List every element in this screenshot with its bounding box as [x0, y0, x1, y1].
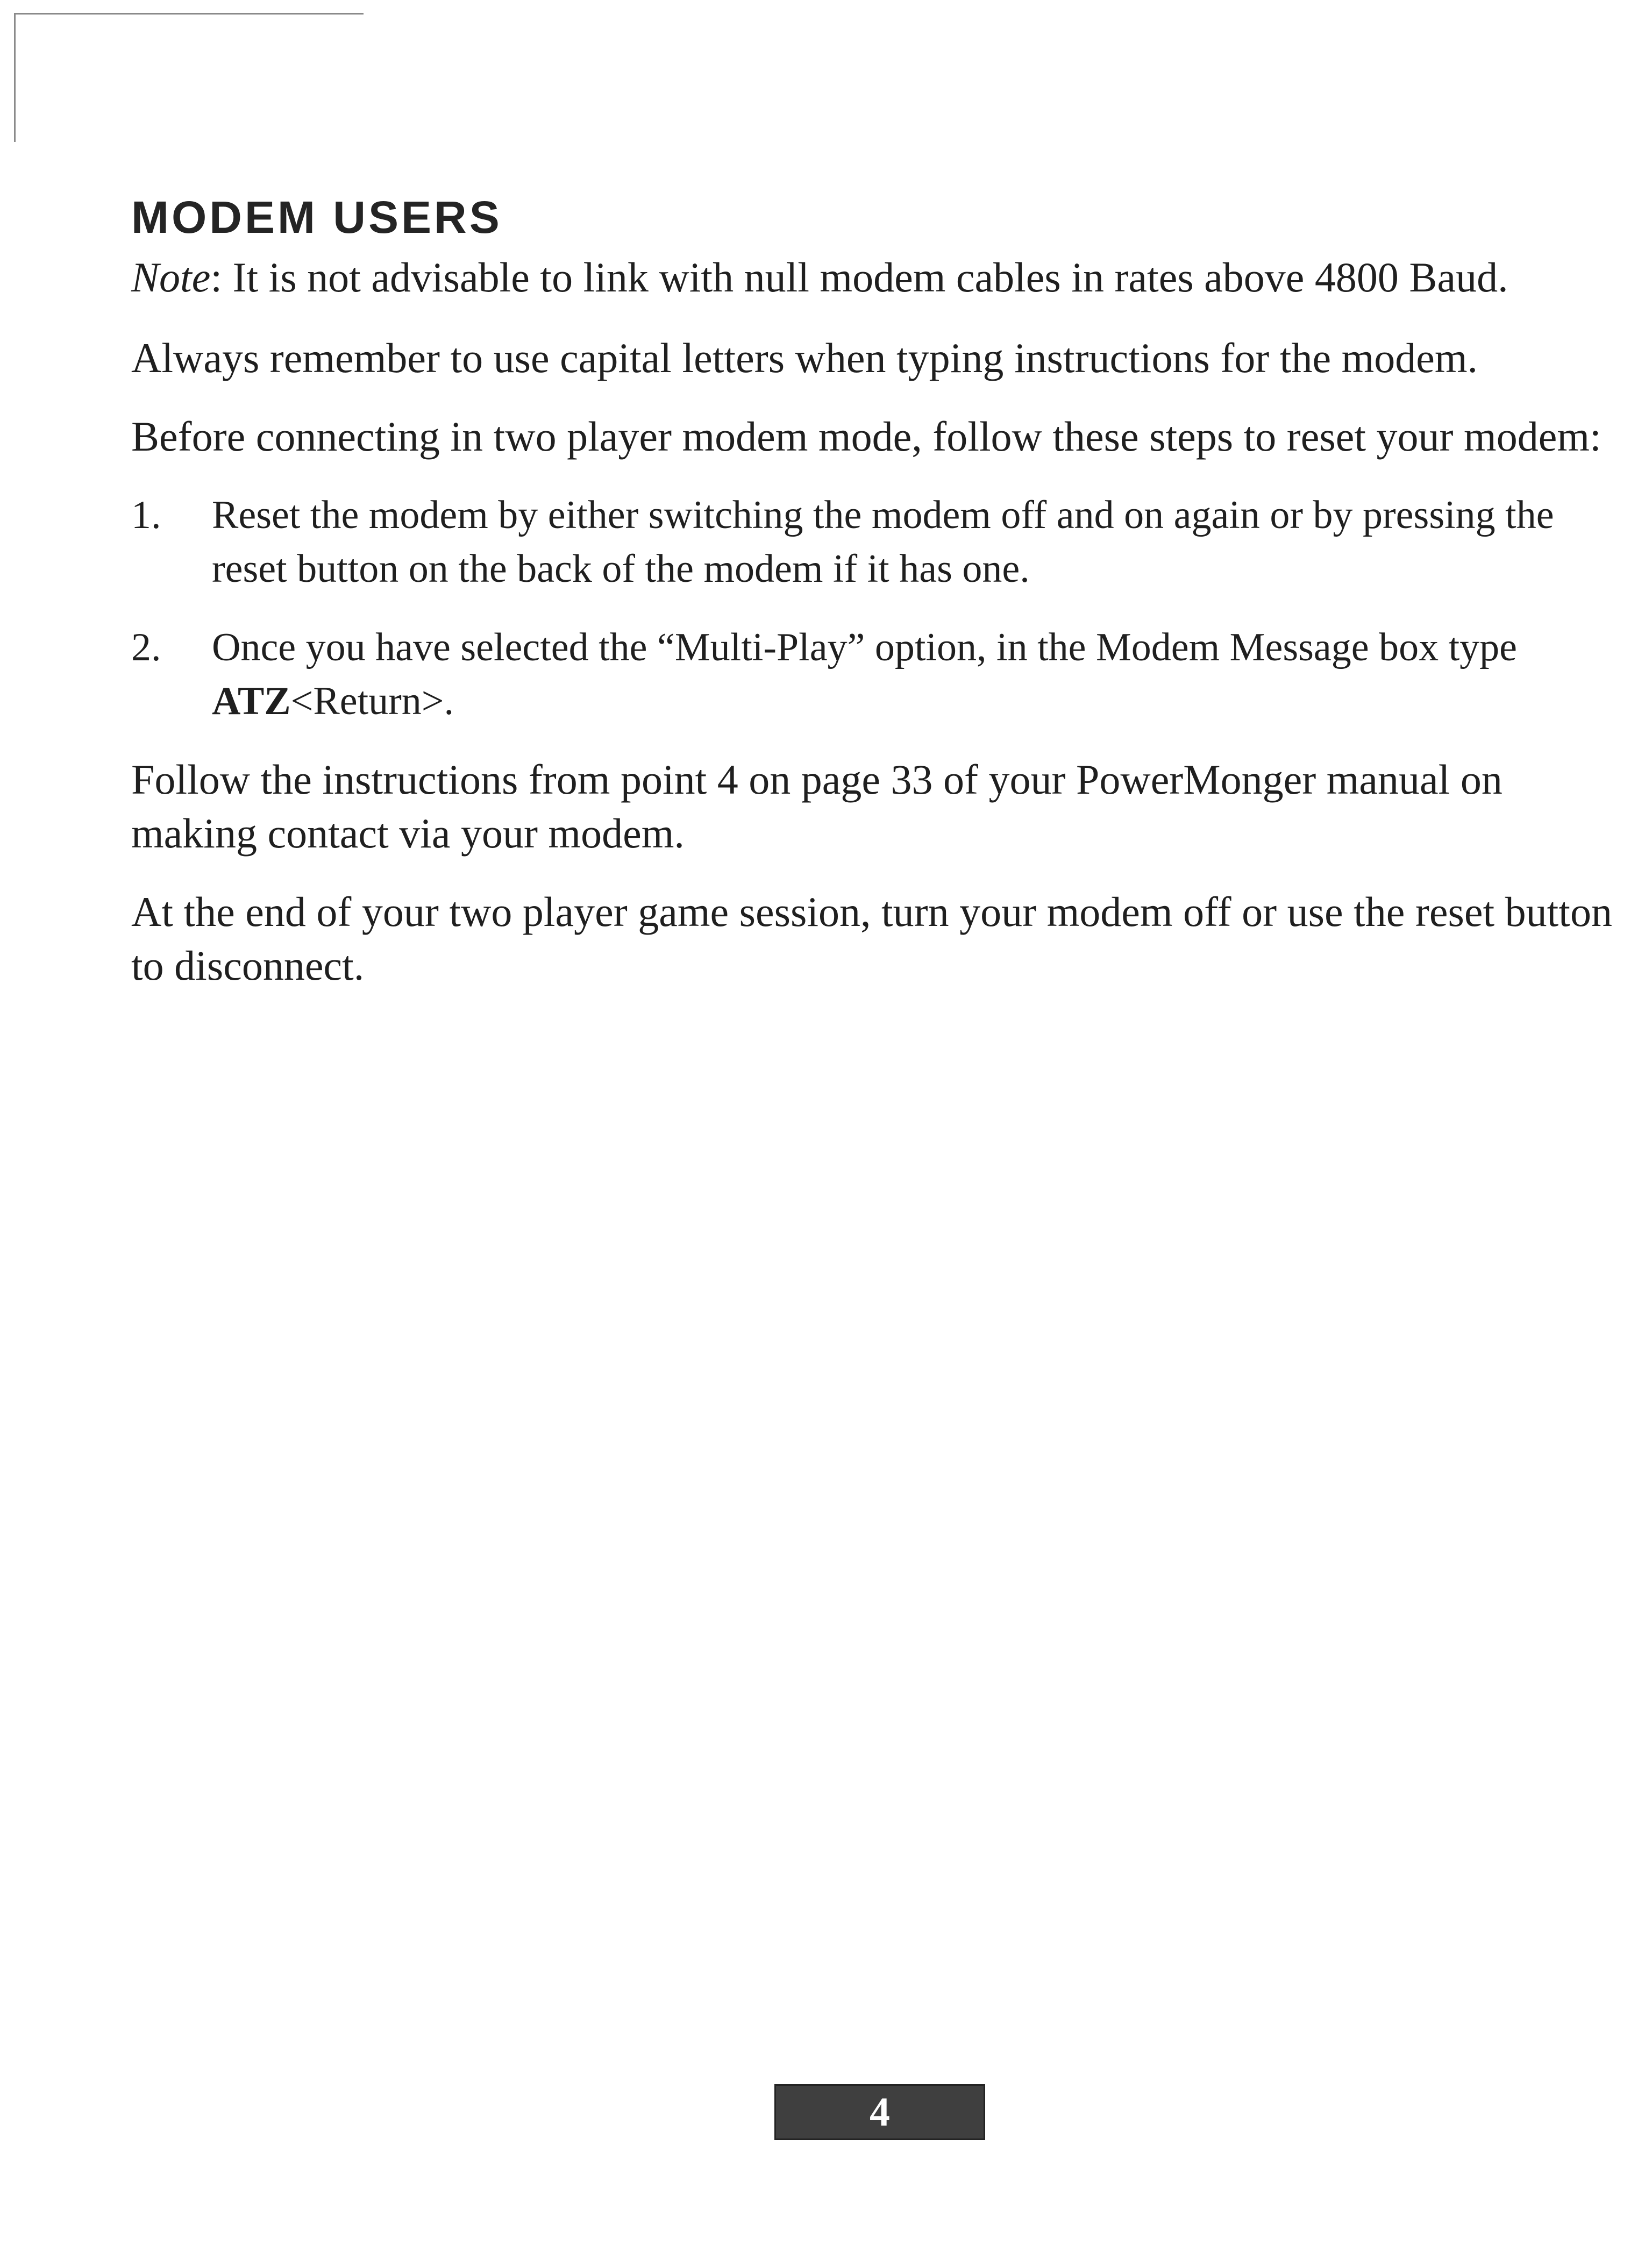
page-number-badge: 4 [774, 2084, 985, 2140]
note-paragraph [131, 251, 1626, 304]
note-text: : It is not advisable to link with null modem cables in rates above 4800 Baud. [210, 254, 1508, 301]
list-item [131, 488, 1626, 596]
step-text-before-command: Once you have selected the “Multi-Play” option, in the Modem Message box type [212, 625, 1518, 670]
section-heading: MODEM USERS [131, 192, 502, 243]
step-text [212, 621, 1626, 728]
before-connecting-paragraph: Before connecting in two player modem mode, follow these steps to reset your modem: [131, 413, 1601, 460]
follow-instructions-paragraph: Follow the instructions from point 4 on page 33 of your PowerMonger manual on making contact via your modem. [131, 756, 1503, 857]
end-session-paragraph: At the end of your two player game session, turn your modem off or use the reset button to disconnect. [131, 888, 1612, 989]
step-text: Reset the modem by either switching the modem off and on again or by pressing the reset button on the back of the modem if it has one. [212, 493, 1554, 591]
step-number: 1. [131, 493, 161, 538]
capital-letters-paragraph: Always remember to use capital letters when typing instructions for the modem. [131, 334, 1478, 382]
manual-page-content [131, 194, 1626, 1017]
step-text-after-command: <Return>. [290, 679, 454, 724]
reset-steps-list [131, 488, 1626, 728]
scan-corner-mark [14, 13, 364, 142]
command-text: ATZ [212, 679, 291, 724]
note-label: Note [131, 254, 211, 301]
list-item [131, 621, 1626, 728]
step-number: 2. [131, 625, 161, 670]
